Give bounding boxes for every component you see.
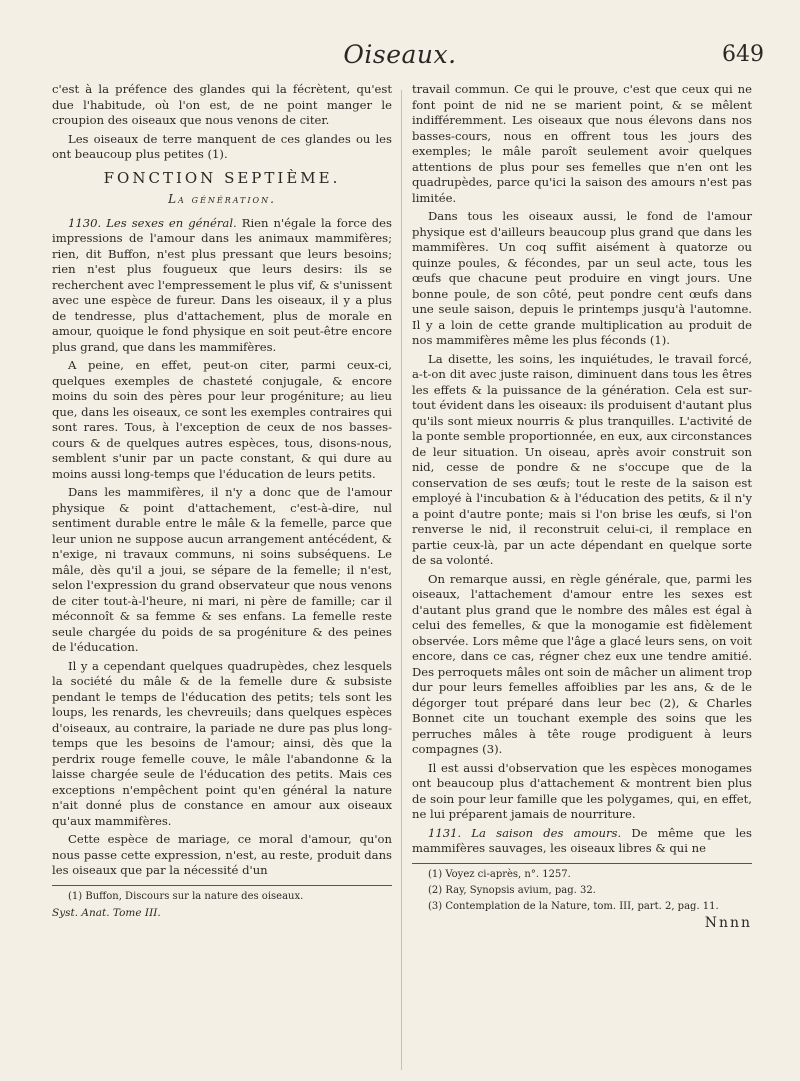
section-subtitle: [52, 192, 392, 208]
paragraph: La disette, les soins, les inquiétudes, le travail forcé, a-t-on dit avec juste raison, diminuent dans tous les êtres les effets & la puissance de la génération. Cela est sur-tout évident dans les oiseaux: ils produisent d'autant plus qu'ils sont mieux nourris & plus tranquilles. L'activité de la ponte semble proportionnée, en eux, aux circonstances de leur situation. Un oiseau, après avoir construit son nid, cesse de pondre & ne s'occupe que de la conservation de ses œufs; tout le reste de la saison est employé à l'incubation & à l'éducation des petits, & il n'y a point d'autre ponte; mais si l'on brise les œufs, si l'on renverse le nid, il reconstruit celui-ci, il remplace en partie ceux-là, par un acte dépendant en quelque sorte de sa volonté.: [412, 351, 752, 567]
article-heading: 1131. La saison des amours.: [428, 825, 622, 840]
right-column: [412, 82, 752, 931]
paragraph: Cette espèce de mariage, ce moral d'amour, qu'on nous passe cette expression, n'est, au reste, produit dans les oiseaux que par la nécessité d'un: [52, 832, 392, 877]
paragraph: On remarque aussi, en règle générale, que, parmi les oiseaux, l'attachement d'amour entre les sexes est d'autant plus grand que le nombre des mâles est égal à celui des femelles, & que la monogamie est fidèlement observée. Lors même que l'âge a glacé leurs sens, on voit encore, dans ce cas, régner chez eux une tendre amitié. Des perroquets mâles ont soin de mâcher un aliment trop dur pour leurs femelles affoiblies par les ans, & de le dégorger tout préparé dans leur bec (2), & Charles Bonnet cite un touchant exemple des soins que les perruches mâles à tête rouge prodiguent à leurs compagnes (3).: [412, 571, 753, 756]
footnote: (1) Buffon, Discours sur la nature des oiseaux.: [68, 890, 304, 902]
paragraph: [412, 826, 752, 857]
footnote: (2) Ray, Synopsis avium, pag. 32.: [428, 884, 596, 896]
signature-text: Syst. Anat. Tome III.: [52, 906, 161, 919]
footnote-rule: [412, 863, 752, 864]
paragraph: Dans les mammifères, il n'y a donc que de l'amour physique & point d'attachement, c'est-à-dire, nul sentiment durable entre le mâle & la femelle, parce que leur union ne suppose aucun arrangement antécédent, & n'exige, ni travaux communs, ni soins subséquens. Le mâle, dès qu'il a joui, se sépare de la femelle; il n'est, selon l'expression du grand observateur que nous venons de citer tout-à-l'heure, ni mari, ni père de famille; car il méconnoît & sa femme & ses enfans. La femelle reste seule chargée du poids de sa progéniture & des peines de l'éducation.: [52, 485, 392, 654]
paragraph: Il y a cependant quelques quadrupèdes, chez lesquels la société du mâle & de la femelle dure & subsiste pendant le temps de l'éducation des petits; tels sont les loups, les renards, les chevreuils; dans quelques espèces d'oiseaux, au contraire, la pariade ne dure pas plus long-temps que les besoins de l'amour; ainsi, dès que la perdrix rouge femelle couve, le mâle l'abandonne & la laisse chargée seule de l'éducation des petits. Mais ces exceptions n'empêchent point qu'en général la nature n'ait donné plus de constance en amour aux oiseaux qu'aux mammifères.: [52, 658, 392, 828]
paragraph: Les oiseaux de terre manquent de ces glandes ou les ont beaucoup plus petites (1).: [52, 131, 392, 161]
paragraph: Il est aussi d'observation que les espèces monogames ont beaucoup plus d'attachement & montrent bien plus de soin pour leur famille que les polygames, qui, en effet, ne lui préparent jamais de nourriture.: [412, 760, 752, 821]
column-divider: [401, 90, 402, 1070]
signature-line: [52, 906, 392, 922]
signature-mark: Nnnn: [704, 914, 752, 931]
paragraph: [52, 216, 392, 356]
paragraph-text: De même que les mammifères sauvages, les oiseaux libres & qui ne: [412, 825, 752, 855]
footnote: (1) Voyez ci-après, n°. 1257.: [428, 868, 571, 880]
left-column: [52, 82, 392, 921]
paragraph: c'est à la préfence des glandes qui la fécrètent, qu'est due l'habitude, où l'on est, de ne point manger le croupion des oiseaux que nous venons de citer.: [52, 82, 392, 127]
footnote: (3) Contemplation de la Nature, tom. III, part. 2, pag. 11.: [428, 900, 719, 912]
paragraph: A peine, en effet, peut-on citer, parmi ceux-ci, quelques exemples de chasteté conjugale, & encore moins du soin des pères pour leur progéniture; au lieu que, dans les oiseaux, ce sont les exemples contraires qui sont rares. Tous, à l'exception de ceux de nos basses-cours & de quelques autres espèces, tous, disons-nous, semblent s'unir par un pacte constant, & qui dure au moins aussi long-temps que l'éducation de leurs petits.: [52, 358, 392, 481]
paragraph: travail commun. Ce qui le prouve, c'est que ceux qui ne font point de nid ne se marient point, & se mêlent indifféremment. Les oiseaux que nous élevons dans nos basses-cours, nous en offrent tous les jours des exemples; le mâle paroît seulement avoir quelques attentions de plus pour ses femelles que n'en ont les quadrupèdes, parce qu'ici la saison des amours n'est pas limitée.: [412, 82, 752, 205]
footnote-rule: [52, 885, 392, 886]
running-head: Oiseaux.: [343, 40, 457, 69]
section-subtitle-text: La génération.: [168, 192, 276, 206]
page-number: 649: [722, 42, 764, 67]
paragraph-text: Rien n'égale la force des impressions de l'amour dans les animaux mammifères; rien, dit Buffon, n'est plus pressant que leurs besoins; rien n'est plus fougueux que leurs desirs: ils se recherchent avec l'empressement le plus vif, & s'unissent avec une espèce de fureur. Dans les oiseaux, il y a plus de tendresse, plus d'attachement, plus de morale en amour, quoique le fond physique en soit peut-être encore plus grand, que dans les mammifères.: [52, 215, 392, 354]
paragraph: Dans tous les oiseaux aussi, le fond de l'amour physique est d'ailleurs beaucoup plus grand que dans les mammifères. Un coq suffit aisément à quatorze ou quinze poules, & fécondes, par un seul acte, tous les œufs que chacune peut produire en vingt jours. Une bonne poule, de son côté, peut pondre cent œufs dans une seule saison, depuis le printemps jusqu'à l'automne. Il y a loin de cette grande multiplication au produit de nos mammifères même les plus féconds (1).: [412, 209, 752, 347]
section-title: FONCTION SEPTIÈME.: [103, 168, 341, 187]
article-heading: 1130. Les sexes en général.: [68, 215, 237, 230]
